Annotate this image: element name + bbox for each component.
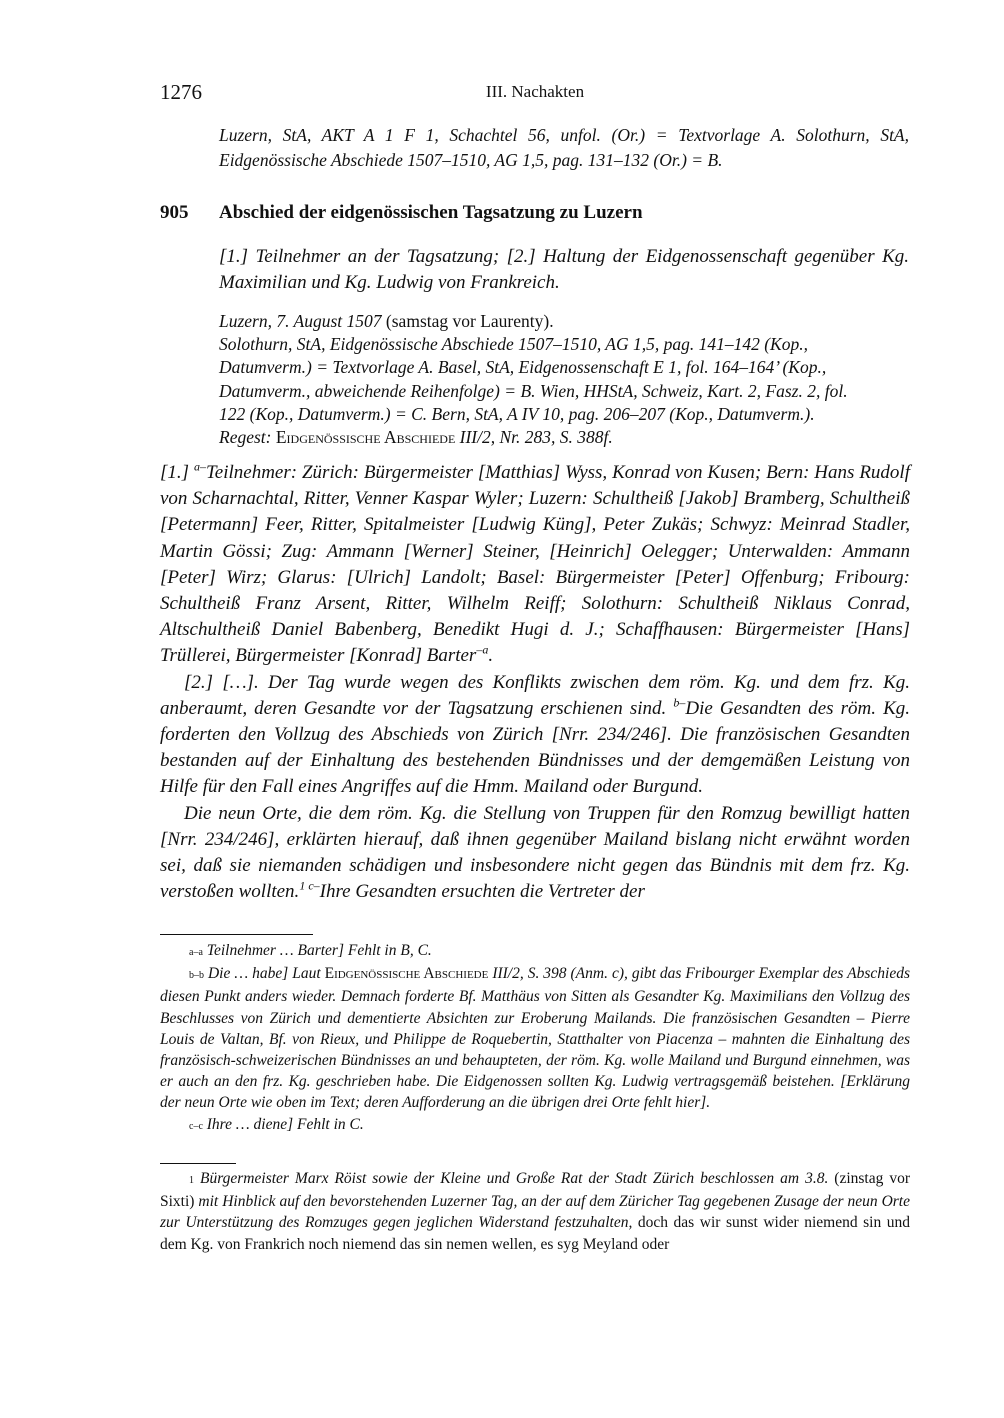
apparatus-mark: c–	[305, 878, 320, 893]
source-line: Solothurn, StA, Eidgenössische Abschiede 1507–1510, AG 1,5, pag. 141–142 (Kop.,	[219, 334, 808, 355]
paragraph-text: Teilnehmer: Zürich: Bürgermeister [Matthias] Wyss, Konrad von Kusen; Bern: Hans Rudolf von Scharnachtal, Ritter, Venner Kaspar Wyler; Luzern: Schultheiß [Jakob] Bramberg, Schultheiß [Petermann] Feer, Ritter, Spitalmeister [Ludwig Küng], Peter Zukäs; Schwyz: Meinrad Stadler, Martin Gössi; Zug: Ammann [Werner] Steiner, [Heinrich] Oelegger; Unterwalden: Ammann [Peter] Wirz; Glarus: [Ulrich] Landolt; Basel: Bürgermeister [Peter] Offenburg; Fribourg: Schultheiß Franz Arsent, Ritter, Wilhelm Reiff; Solothurn: Schultheiß Niklaus Conrad, Altschultheiß Daniel Babenberg, Benedikt Hugi d. J.; Schaffhausen: Bürgermeister [Hans] Trüllerei, Bürgermeister [Konrad] Barter	[160, 462, 910, 667]
apparatus-note	[160, 1114, 910, 1137]
footnote-reference[interactable]: 1	[299, 878, 306, 893]
apparatus-mark: –a	[476, 643, 489, 658]
date-place: Luzern, 7. August 1507	[219, 311, 382, 331]
page-number: 1276	[160, 80, 202, 104]
running-head	[160, 80, 910, 106]
paragraph-end: .	[488, 645, 494, 667]
paragraph-nine-places	[160, 801, 910, 906]
footnote	[160, 1168, 910, 1255]
document-summary: [1.] Teilnehmer an der Tagsatzung; [2.] Haltung der Eidgenossenschaft gegenüber Kg. Maximilian und Kg. Ludwig von Frankreich.	[219, 246, 909, 293]
paragraph-text: [2.] […]. Der Tag wurde wegen des Konflikts zwischen dem röm. Kg. und dem frz. Kg. anberaumt, deren Gesandte vor der Tagsatzung erschienen sind.	[160, 671, 910, 719]
apparatus-note-text: Teilnehmer … Barter] Fehlt in B, C.	[202, 942, 432, 959]
footnotes	[160, 1168, 910, 1255]
apparatus-mark: b–	[673, 695, 686, 710]
document-number: 905	[160, 202, 189, 223]
footnote-divider	[160, 1163, 236, 1164]
footnote-text: Bürgermeister Marx Röist sowie der Kleine und Große Rat der Stadt Zürich beschlossen am 3.8.	[194, 1170, 829, 1187]
footnote-quote: doch das wir sunst wider niemend sin und dem Kg. von Frankrich noch niemend das sin nemen wellen, es syg Meyland oder	[160, 1214, 910, 1253]
apparatus-note-work: Eidgenössische Abschiede	[324, 965, 489, 983]
date-original: (samstag vor Laurenty).	[385, 311, 554, 331]
apparatus-note-text: Ihre … diene] Fehlt in C.	[202, 1115, 364, 1133]
paragraph-number: [1.]	[160, 462, 194, 483]
apparatus-note-mark: c–c	[189, 1120, 203, 1132]
paragraph-conflict	[160, 670, 910, 801]
paragraph-text: Die Gesandten des röm. Kg. forderten den Vollzug des Abschieds von Zürich [Nrr. 234/246]. Die französischen Gesandten bestanden auf der Einhaltung des bestehenden Bündnisses und der demgemäßen Leistung von Hilfe für den Fall eines Angriffes auf die Hmm. Mailand oder Burgund.	[160, 697, 910, 798]
paragraph-text: Ihre Gesandten ersuchten die Vertreter der	[319, 881, 645, 903]
apparatus-note-text: III/2, S. 398 (Anm. c), gibt das Fribourger Exemplar des Abschieds diesen Punkt anders wieder. Demnach forderte Bf. Matthäus von Sitten als Gesandter Kg. Maximilians den Vollzug des Beschlusses von Zürich und dementierte Absichten zur Eroberung Mailands. Die französischen Gesandten – Pierre Louis de Valtan, Bf. von Rieux, und Philippe de Roquebertin, Statthalter von Piacenza – mahnten die Einhaltung des französisch-schweizerischen Bündnisses an und behaupteten, der röm. Kg. wolle Mailand und Burgund einnehmen, was er auch an den frz. Kg. geschrieben habe. Die Eidgenossen sollten Kg. Ludwig vertragsgemäß beistehen. [Erklärung der neun Orte wie oben im Text; deren Aufforderung an die übrigen drei Orte fehlt hier].	[160, 965, 910, 1112]
apparatus-note	[160, 963, 910, 1113]
source-line: Datumverm.) = Textvorlage A. Basel, StA, Eidgenossenschaft E 1, fol. 164–164’ (Kop.,	[219, 357, 827, 378]
apparatus-note-mark: b–b	[189, 970, 204, 982]
apparatus-divider	[160, 934, 313, 935]
regest-label: Regest:	[219, 427, 272, 448]
critical-apparatus	[160, 940, 910, 1137]
footnote-mark: 1	[189, 1175, 194, 1186]
apparatus-note-text: Die … habe] Laut	[204, 965, 325, 983]
document-title: Abschied der eidgenössischen Tagsatzung zu Luzern	[219, 202, 643, 223]
apparatus-note-mark: a–a	[189, 947, 203, 958]
document-body	[160, 460, 910, 905]
footnote-text: mit Hinblick auf den bevorstehenden Luzerner Tag, an der auf dem Züricher Tag gegebenen Zusage der neun Orte zur Unterstützung des Romzuges gegen jeglichen Widerstand festzuhalten,	[160, 1193, 910, 1232]
section-title: III. Nachakten	[485, 82, 585, 101]
source-line: 122 (Kop., Datumverm.) = C. Bern, StA, A IV 10, pag. 206–207 (Kop., Datumverm.).	[219, 403, 815, 424]
source-line: Datumverm., abweichende Reihenfolge) = B. Wien, HHStA, Schweiz, Kart. 2, Fasz. 2, fol.	[219, 380, 848, 401]
previous-document-sources: Luzern, StA, AKT A 1 F 1, Schachtel 56, unfol. (Or.) = Textvorlage A. Solothurn, StA, Eidgenössische Abschiede 1507–1510, AG 1,5, pag. 131–132 (Or.) = B.	[219, 125, 909, 170]
paragraph-participants	[160, 460, 910, 670]
regest-reference: III/2, Nr. 283, S. 388f.	[459, 427, 613, 448]
apparatus-mark: a–	[193, 459, 206, 474]
regest-work: Eidgenössische Abschiede	[275, 427, 456, 448]
document-heading	[160, 202, 910, 224]
apparatus-note	[160, 940, 910, 963]
document-metadata	[219, 310, 909, 449]
paragraph-text: Die neun Orte, die dem röm. Kg. die Stellung von Truppen für den Romzug bewilligt hatten [Nrr. 234/246], erklärten hierauf, daß ihnen gegenüber Mailand bislang nicht erwähnt worden sei, daß sie niemanden schädigen und insbesondere nicht gegen das Bündnis mit dem frz. Kg. verstoßen wollten.	[160, 802, 910, 903]
footnote-quote: (zinstag vor Sixti)	[160, 1170, 911, 1211]
